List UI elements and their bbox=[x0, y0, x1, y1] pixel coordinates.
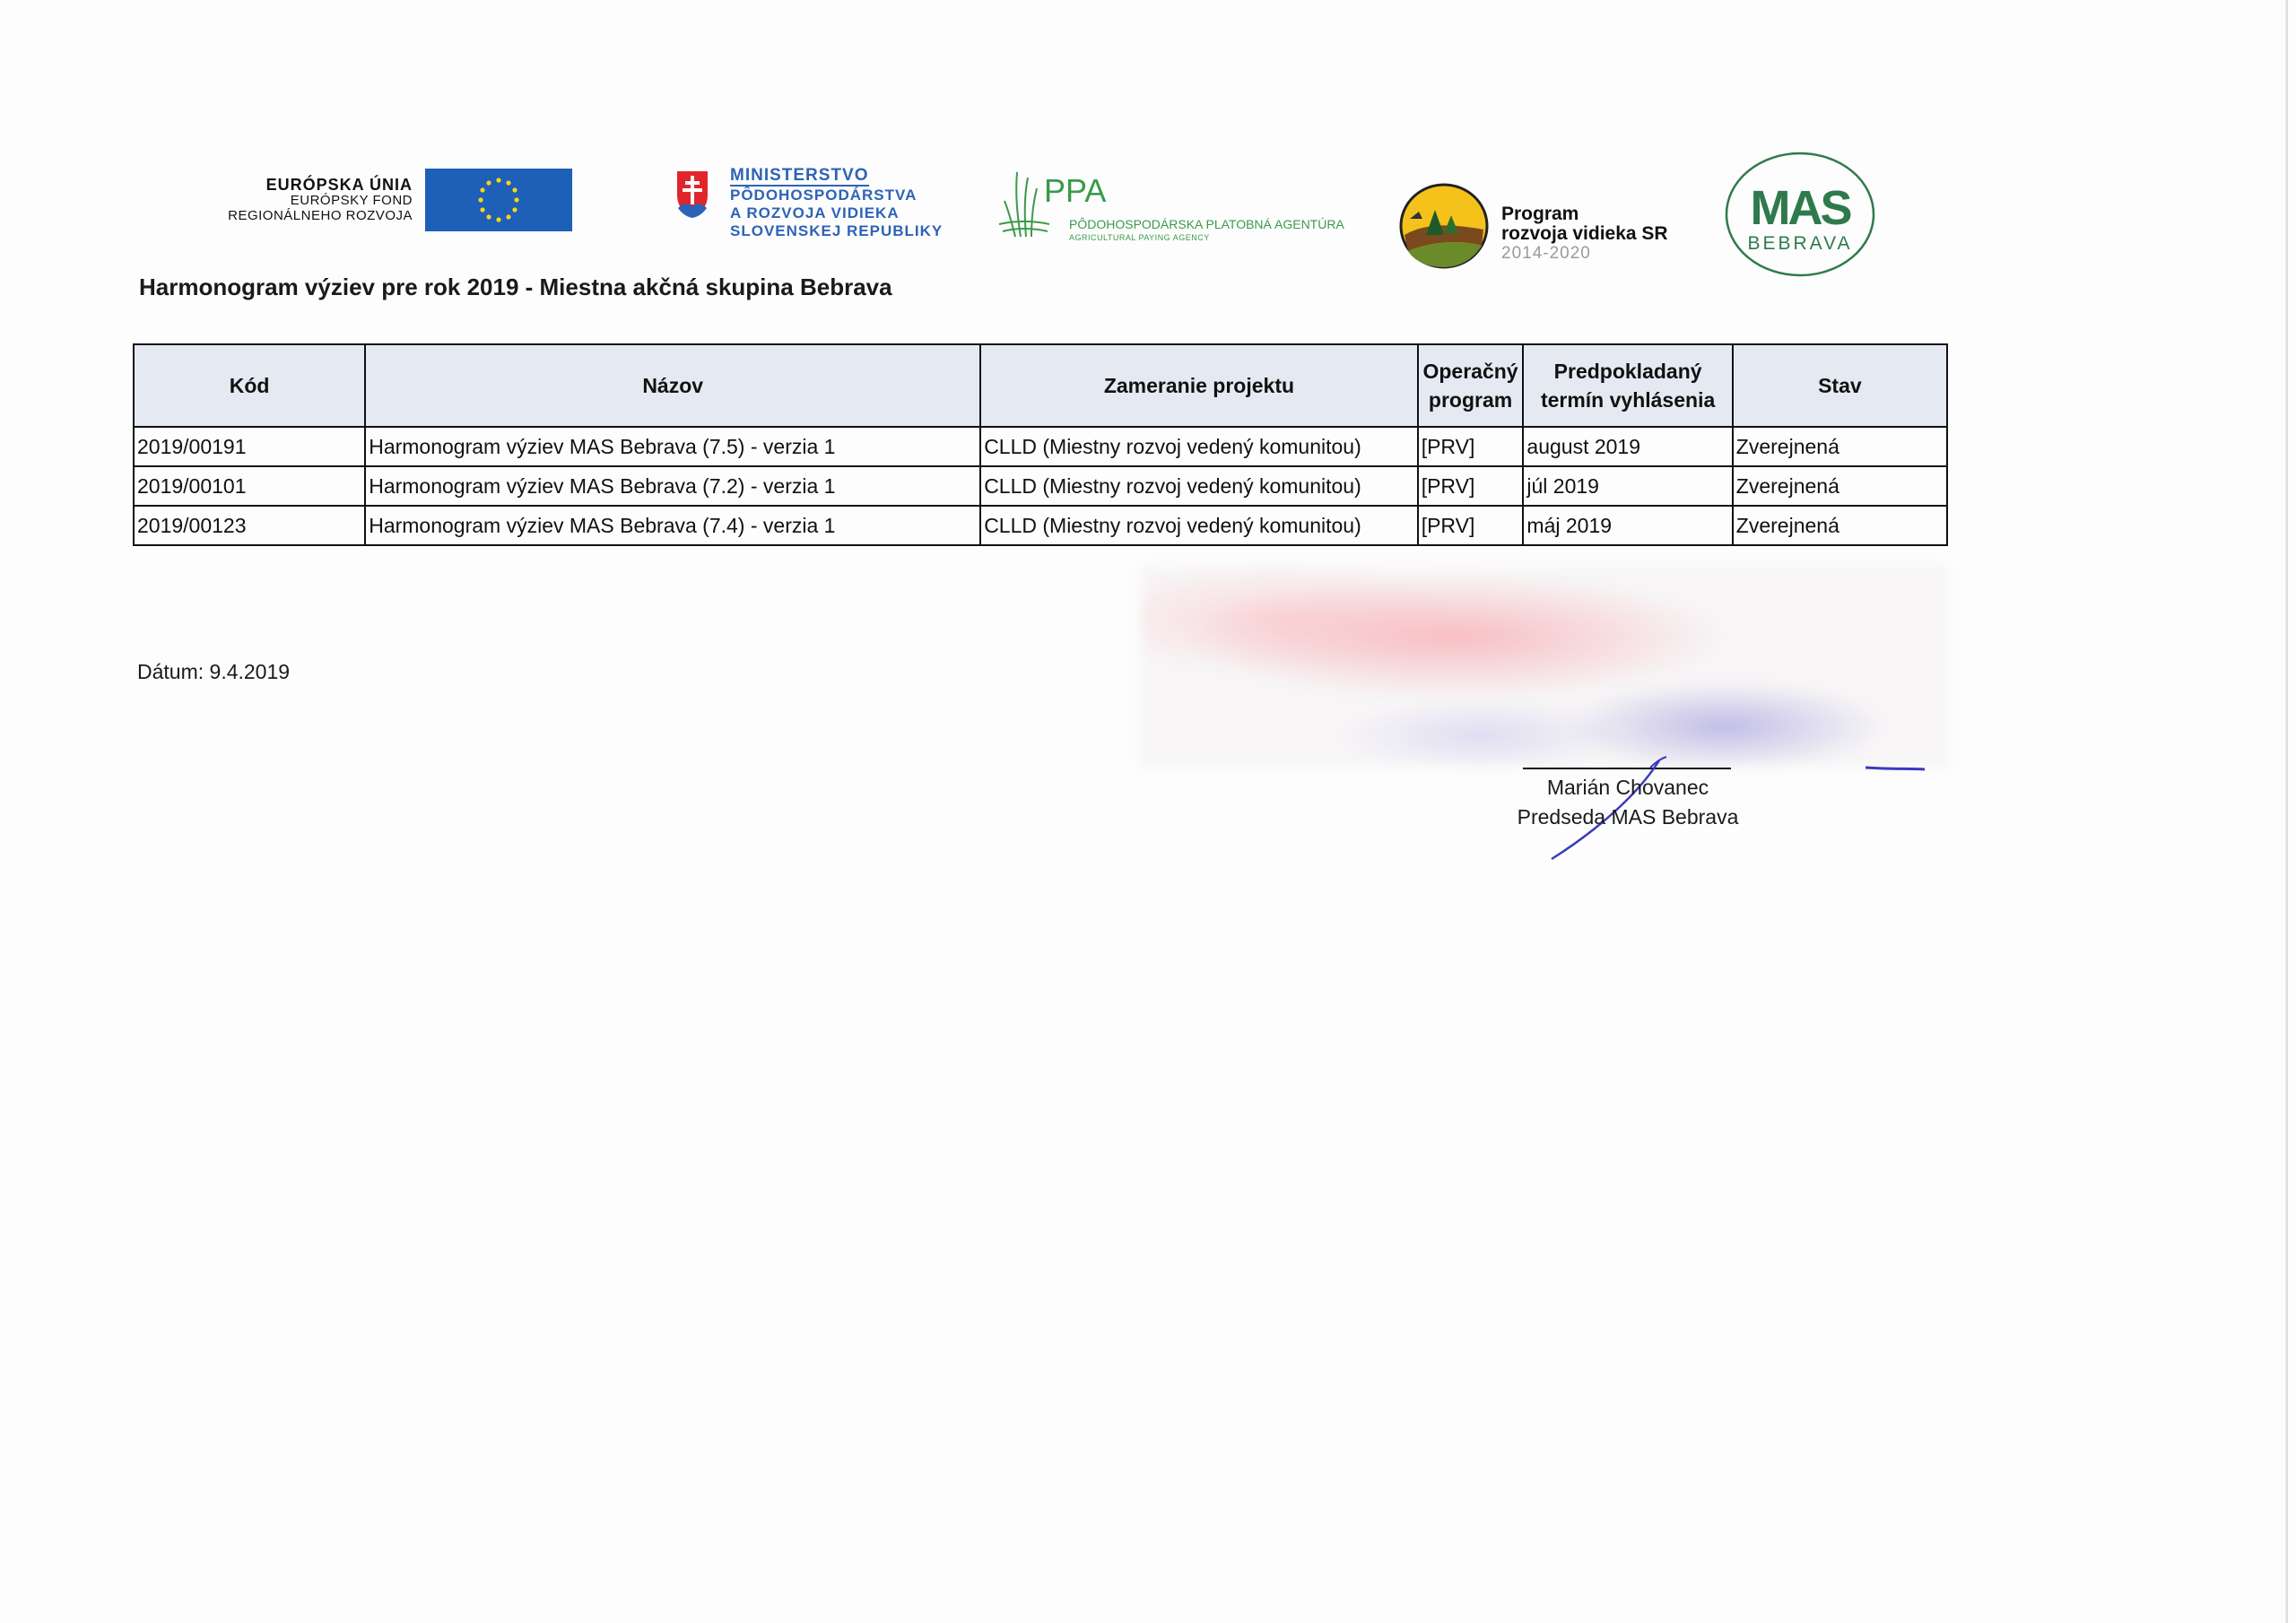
cell-kod: 2019/00123 bbox=[134, 506, 365, 545]
eu-line1: EURÓPSKA ÚNIA bbox=[265, 176, 413, 194]
cell-program: [PRV] bbox=[1418, 506, 1524, 545]
table-header-row bbox=[134, 344, 1947, 427]
header-op-line1: Operačný bbox=[1422, 360, 1518, 383]
header-termin-line2: termín vyhlásenia bbox=[1540, 388, 1716, 412]
cell-kod: 2019/00101 bbox=[134, 466, 365, 506]
header-op-line2: program bbox=[1428, 388, 1513, 412]
header-nazov: Názov bbox=[365, 344, 980, 427]
header-kod: Kód bbox=[134, 344, 365, 427]
prv-logo-text bbox=[1501, 204, 1668, 264]
cell-stav: Zverejnená bbox=[1733, 506, 1947, 545]
mas-bebrava-logo bbox=[1724, 151, 1876, 278]
ppa-subtitle: PÔDOHOSPODÁRSKA PLATOBNÁ AGENTÚRA bbox=[1069, 217, 1344, 231]
cell-kod: 2019/00191 bbox=[134, 427, 365, 466]
signer-role: Predseda MAS Bebrava bbox=[1517, 805, 1739, 829]
scan-edge bbox=[2285, 0, 2288, 1623]
cell-stav: Zverejnená bbox=[1733, 466, 1947, 506]
ministry-line1: MINISTERSTVO bbox=[730, 166, 869, 185]
signer-name: Marián Chovanec bbox=[1546, 776, 1709, 799]
cell-zameranie: CLLD (Miestny rozvoj vedený komunitou) bbox=[980, 466, 1418, 506]
cell-termin: júl 2019 bbox=[1523, 466, 1732, 506]
cell-termin: máj 2019 bbox=[1523, 506, 1732, 545]
header-stav: Stav bbox=[1733, 344, 1947, 427]
table-row bbox=[134, 506, 1947, 545]
cell-zameranie: CLLD (Miestny rozvoj vedený komunitou) bbox=[980, 506, 1418, 545]
ppa-grass-icon bbox=[997, 169, 1051, 247]
eu-logo bbox=[179, 169, 574, 235]
cell-nazov: Harmonogram výziev MAS Bebrava (7.4) - verzia 1 bbox=[365, 506, 980, 545]
prv-line1: Program bbox=[1501, 204, 1579, 224]
ppa-logo bbox=[997, 169, 1356, 249]
cell-program: [PRV] bbox=[1418, 427, 1524, 466]
cell-stav: Zverejnená bbox=[1733, 427, 1947, 466]
prv-line2: rozvoja vidieka SR bbox=[1501, 223, 1668, 244]
header-operacny-program bbox=[1418, 344, 1524, 427]
redacted-stamp bbox=[1141, 565, 1948, 767]
header-termin bbox=[1523, 344, 1732, 427]
table-row bbox=[134, 466, 1947, 506]
ppa-subtitle-en: AGRICULTURAL PAYING AGENCY bbox=[1069, 233, 1210, 242]
signer-block bbox=[1471, 773, 1785, 832]
cell-nazov: Harmonogram výziev MAS Bebrava (7.5) - verzia 1 bbox=[365, 427, 980, 466]
header-termin-line1: Predpokladaný bbox=[1553, 360, 1702, 383]
cell-nazov: Harmonogram výziev MAS Bebrava (7.2) - verzia 1 bbox=[365, 466, 980, 506]
ppa-name: PPA bbox=[1044, 172, 1107, 209]
header-zameranie: Zameranie projektu bbox=[980, 344, 1418, 427]
document-date: Dátum: 9.4.2019 bbox=[137, 660, 291, 683]
mas-logo-mark: MAS bbox=[1750, 181, 1850, 235]
cell-zameranie: CLLD (Miestny rozvoj vedený komunitou) bbox=[980, 427, 1418, 466]
cell-program: [PRV] bbox=[1418, 466, 1524, 506]
ministry-line2: PÔDOHOSPODÁRSTVA bbox=[730, 187, 918, 204]
ministry-logo bbox=[674, 167, 961, 249]
slovak-coat-of-arms-icon bbox=[674, 169, 710, 219]
document-title: Harmonogram výziev pre rok 2019 - Miestna akčná skupina Bebrava bbox=[139, 273, 892, 300]
harmonogram-table bbox=[133, 343, 1948, 546]
table-row bbox=[134, 427, 1947, 466]
eu-line3: REGIONÁLNEHO ROZVOJA bbox=[228, 208, 413, 223]
mas-logo-sub: BEBRAVA bbox=[1747, 233, 1853, 254]
ministry-logo-text bbox=[730, 167, 943, 240]
eu-logo-text bbox=[228, 178, 413, 223]
ministry-line3: A ROZVOJA VIDIEKA bbox=[730, 204, 900, 221]
eu-line2: EURÓPSKY FOND bbox=[290, 193, 413, 208]
prv-logo bbox=[1399, 183, 1695, 273]
ministry-line4: SLOVENSKEJ REPUBLIKY bbox=[730, 222, 944, 239]
eu-flag-icon bbox=[425, 169, 572, 231]
prv-years: 2014-2020 bbox=[1501, 244, 1591, 263]
cell-termin: august 2019 bbox=[1523, 427, 1732, 466]
prv-landscape-icon bbox=[1399, 183, 1489, 269]
